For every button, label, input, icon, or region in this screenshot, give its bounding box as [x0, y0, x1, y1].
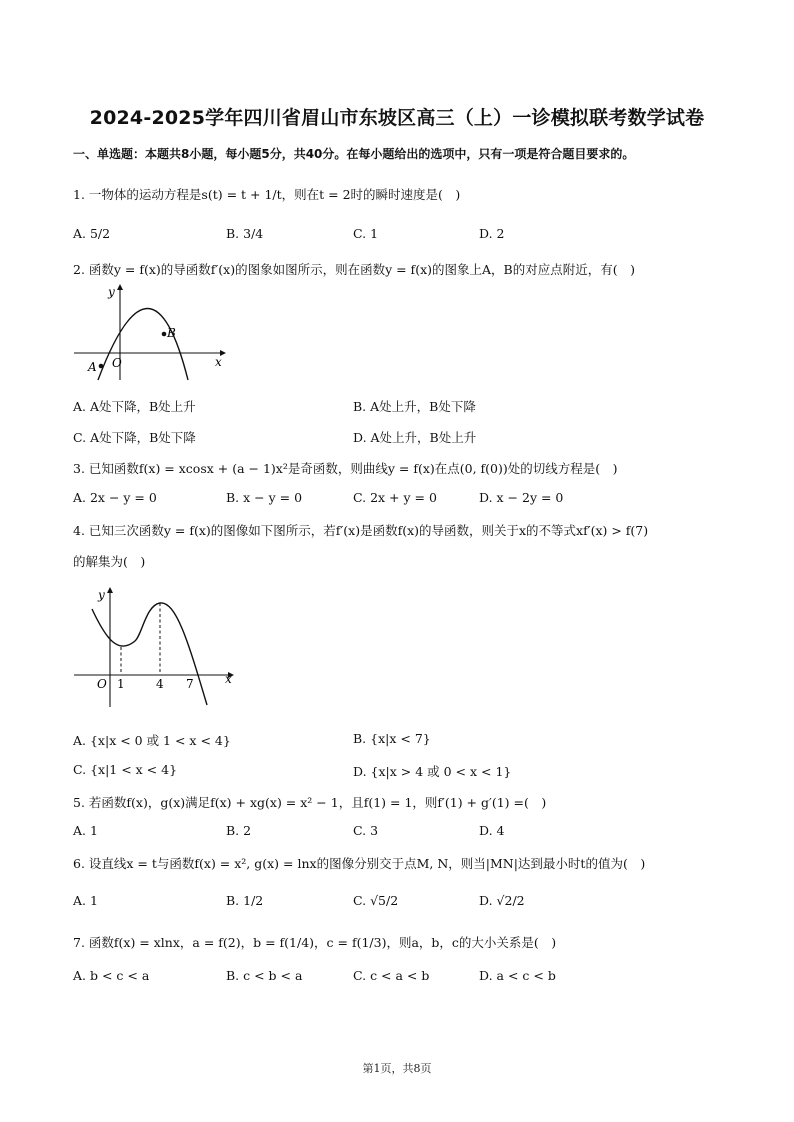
question-5-option-b: B. 2	[226, 823, 252, 838]
page-footer: 第1页，共8页	[362, 1062, 432, 1075]
question-3-option-a: A. 2x − y = 0	[73, 490, 157, 505]
question-7-stem: 7. 函数f(x) = xlnx，a = f(2)，b = f(1/4)，c = f(1/3)，则a，b，c的大小关系是( )	[73, 935, 557, 950]
q2-point-a-label: A	[88, 360, 97, 374]
section-heading: 一、单选题：本题共8小题，每小题5分，共40分。在每小题给出的选项中，只有一项是符合题目要求的。	[73, 147, 635, 161]
question-4-stem-line2: 的解集为( )	[73, 554, 146, 569]
question-1-option-b: B. 3/4	[226, 226, 264, 241]
question-5-option-a: A. 1	[73, 823, 98, 838]
question-2-option-d: D. A处上升，B处上升	[353, 430, 477, 445]
q4-x-axis-label: x	[225, 672, 232, 686]
question-7-option-c: C. c < a < b	[353, 968, 430, 983]
exam-title: 2024-2025学年四川省眉山市东坡区高三（上）一诊模拟联考数学试卷	[89, 107, 705, 129]
q2-x-axis-label: x	[215, 355, 222, 369]
question-5-stem: 5. 若函数f(x)，g(x)满足f(x) + xg(x) = x² − 1，且f(1) = 1，则f′(1) + g′(1) =( )	[73, 795, 547, 810]
question-1-option-c: C. 1	[353, 226, 379, 241]
q4-origin-label: O	[97, 677, 107, 691]
question-2-stem: 2. 函数y = f(x)的导函数f′(x)的图象如图所示，则在函数y = f(x)的图象上A，B的对应点附近，有( )	[73, 262, 635, 277]
question-3-stem: 3. 已知函数f(x) = xcosx + (a − 1)x²是奇函数，则曲线y = f(x)在点(0, f(0))处的切线方程是( )	[73, 461, 618, 476]
question-1-option-d: D. 2	[479, 226, 505, 241]
q2-y-axis-label: y	[108, 285, 115, 299]
question-6-option-d: D. √2/2	[479, 893, 525, 908]
question-3-option-d: D. x − 2y = 0	[479, 490, 564, 505]
question-6-option-a: A. 1	[73, 893, 98, 908]
question-5-option-c: C. 3	[353, 823, 379, 838]
question-4-option-c: C. {x|1 < x < 4}	[73, 762, 178, 777]
q4-tick-4: 4	[156, 677, 164, 691]
question-7-option-a: A. b < c < a	[73, 968, 150, 983]
question-6-option-b: B. 1/2	[226, 893, 264, 908]
question-2-option-c: C. A处下降，B处下降	[73, 430, 196, 445]
q2-point-b-label: B	[167, 326, 176, 340]
question-7-option-d: D. a < c < b	[479, 968, 556, 983]
q2-origin-label: O	[112, 356, 122, 370]
question-7-option-b: B. c < b < a	[226, 968, 303, 983]
q4-y-axis-label: y	[98, 588, 105, 602]
question-2-option-b: B. A处上升，B处下降	[353, 399, 476, 414]
question-6-stem: 6. 设直线x = t与函数f(x) = x², g(x) = lnx的图像分别交于点M, N，则当|MN|达到最小时t的值为( )	[73, 856, 646, 871]
question-1-stem: 1. 一物体的运动方程是s(t) = t + 1/t，则在t = 2时的瞬时速度是( )	[73, 187, 461, 202]
q4-tick-1: 1	[117, 677, 125, 691]
question-5-option-d: D. 4	[479, 823, 505, 838]
question-1-option-a: A. 5/2	[73, 226, 111, 241]
question-6-option-c: C. √5/2	[353, 893, 399, 908]
question-4-option-d: D. {x|x > 4 或 0 < x < 1}	[353, 764, 512, 779]
question-4-stem-line1: 4. 已知三次函数y = f(x)的图像如下图所示，若f′(x)是函数f(x)的导函数，则关于x的不等式xf′(x) > f(7)	[73, 523, 649, 538]
question-3-option-c: C. 2x + y = 0	[353, 490, 437, 505]
question-2-option-a: A. A处下降，B处上升	[73, 399, 196, 414]
question-4-figure	[70, 585, 240, 710]
question-3-option-b: B. x − y = 0	[226, 490, 303, 505]
question-2-figure	[70, 282, 230, 382]
question-4-option-a: A. {x|x < 0 或 1 < x < 4}	[73, 733, 231, 748]
question-4-option-b: B. {x|x < 7}	[353, 731, 431, 746]
q4-tick-7: 7	[186, 677, 194, 691]
